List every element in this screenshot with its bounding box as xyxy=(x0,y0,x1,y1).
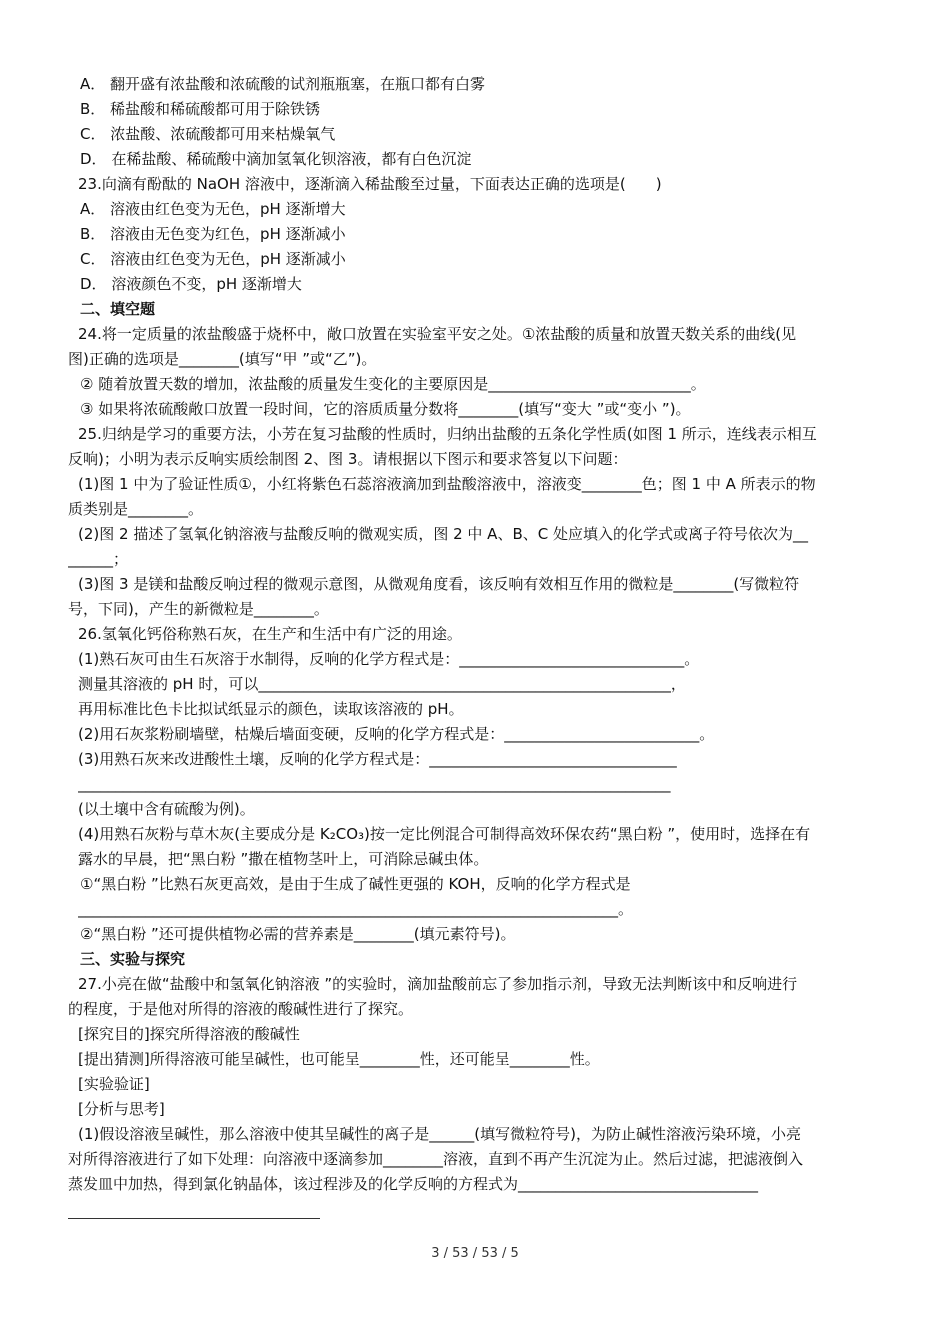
q26-part-4-sub-1-blank: ________________________________________________________________________。 xyxy=(78,900,634,918)
q26-part-3-note: (以土壤中含有硫酸为例)。 xyxy=(78,800,255,818)
q26-part-4-cont: 露水的早晨，把“黑白粉 ”撒在植物茎叶上，可消除忌碱虫体。 xyxy=(78,850,489,868)
q27-part-1: (1)假设溶液呈碱性，那么溶液中使其呈碱性的离子是______(填写微粒符号)，为防止碱性溶液污染环境，小亮 xyxy=(78,1125,801,1143)
q23-stem: 23.向滴有酚酞的 NaOH 溶液中，逐渐滴入稀盐酸至过量，下面表达正确的选项是( ) xyxy=(78,175,662,193)
q26-stem: 26.氢氧化钙俗称熟石灰，在生产和生活中有广泛的用途。 xyxy=(78,625,462,643)
q27-stem: 27.小亮在做“盐酸中和氢氧化钠溶液 ”的实验时，滴加盐酸前忘了参加指示剂，导致无法判断该中和反响进行 xyxy=(78,975,798,993)
q25-part-3: (3)图 3 是镁和盐酸反响过程的微观示意图，从微观角度看，该反响有效相互作用的微粒是________(写微粒符 xyxy=(78,575,800,593)
q25-stem-cont: 反响)；小明为表示反响实质绘制图 2、图 3。请根据以下图示和要求答复以下问题： xyxy=(68,450,628,468)
q26-part-1: (1)熟石灰可由生石灰溶于水制得，反响的化学方程式是：______________________________。 xyxy=(78,650,700,668)
q27-part-1-cont: 对所得溶液进行了如下处理：向溶液中逐滴参加________溶液，直到不再产生沉淀为止。然后过滤，把滤液倒入 xyxy=(68,1150,804,1168)
q24-part-2: ② 随着放置天数的增加，浓盐酸的质量发生变化的主要原因是___________________________。 xyxy=(80,375,706,393)
q25-part-3-cont: 号，下同)，产生的新微粒是________。 xyxy=(68,600,329,618)
q22-option-b: B． 稀盐酸和稀硫酸都可用于除铁锈 xyxy=(80,100,321,118)
q26-part-4-sub-1: ①“黑白粉 ”比熟石灰更高效，是由于生成了碱性更强的 KOH，反响的化学方程式是 xyxy=(80,875,631,893)
q23-option-b: B． 溶液由无色变为红色，pH 逐渐减小 xyxy=(80,225,346,243)
q22-option-d: D． 在稀盐酸、稀硫酸中滴加氢氧化钡溶液，都有白色沉淀 xyxy=(80,150,472,168)
q25-part-1: (1)图 1 中为了验证性质①，小红将紫色石蕊溶液滴加到盐酸溶液中，溶液变________色；图 1 中 A 所表示的物 xyxy=(78,475,816,493)
q26-part-2: (2)用石灰浆粉刷墙壁，枯燥后墙面变硬，反响的化学方程式是：__________________________。 xyxy=(78,725,715,743)
q27-verification: [实验验证] xyxy=(78,1075,150,1093)
page-number: 3 / 53 / 53 / 5 xyxy=(431,1246,519,1261)
q26-part-4-sub-2: ②“黑白粉 ”还可提供植物必需的营养素是________(填元素符号)。 xyxy=(80,925,516,943)
q22-option-a: A． 翻开盛有浓盐酸和浓硫酸的试剂瓶瓶塞，在瓶口都有白雾 xyxy=(80,75,486,93)
q26-part-4: (4)用熟石灰粉与草木灰(主要成分是 K₂CO₃)按一定比例混合可制得高效环保农药“黑白粉 ”，使用时，选择在有 xyxy=(78,825,811,843)
q26-part-3: (3)用熟石灰来改进酸性土壤，反响的化学方程式是：_________________________________ xyxy=(78,750,677,768)
q27-hypothesis: [提出猜测]所得溶液可能呈碱性，也可能呈________性，还可能呈________性。 xyxy=(78,1050,600,1068)
q23-option-d: D． 溶液颜色不变，pH 逐渐增大 xyxy=(80,275,302,293)
q26-part-3-blank: _______________________________________________________________________________ xyxy=(78,775,671,793)
q24-stem-cont: 图)正确的选项是________(填写“甲 ”或“乙”)。 xyxy=(68,350,377,368)
q27-part-1-cont-2: 蒸发皿中加热，得到氯化钠晶体，该过程涉及的化学反响的方程式为________________________________ xyxy=(68,1175,759,1193)
q25-part-2: (2)图 2 描述了氢氧化钠溶液与盐酸反响的微观实质，图 2 中 A、B、C 处应填入的化学式或离子符号依次为__ xyxy=(78,525,808,543)
footnote-rule xyxy=(68,1218,320,1219)
q26-part-1-cont: 再用标准比色卡比拟试纸显示的颜色，读取该溶液的 pH。 xyxy=(78,700,464,718)
q24-part-3: ③ 如果将浓硫酸敞口放置一段时间，它的溶质质量分数将________(填写“变大 ”或“变小 ”)。 xyxy=(80,400,691,418)
q24-stem: 24.将一定质量的浓盐酸盛于烧杯中，敞口放置在实验室平安之处。①浓盐酸的质量和放置天数关系的曲线(见 xyxy=(78,325,797,343)
q27-stem-cont: 的程度，于是他对所得的溶液的酸碱性进行了探究。 xyxy=(68,1000,414,1018)
section-heading-fill-in: 二、填空题 xyxy=(80,300,156,318)
q25-stem: 25.归纳是学习的重要方法，小芳在复习盐酸的性质时，归纳出盐酸的五条化学性质(如图 1 所示，连线表示相互 xyxy=(78,425,817,443)
q25-part-1-cont: 质类别是________。 xyxy=(68,500,204,518)
q23-option-c: C． 溶液由红色变为无色，pH 逐渐减小 xyxy=(80,250,346,268)
section-heading-experiment: 三、实验与探究 xyxy=(80,950,186,968)
q27-purpose: [探究目的]探究所得溶液的酸碱性 xyxy=(78,1025,300,1043)
q25-part-2-cont: ______； xyxy=(68,550,129,568)
q26-part-1-ph: 测量其溶液的 pH 时，可以_______________________________________________________， xyxy=(78,675,686,693)
q27-analysis: [分析与思考] xyxy=(78,1100,165,1118)
q22-option-c: C． 浓盐酸、浓硫酸都可用来枯燥氧气 xyxy=(80,125,336,143)
q23-option-a: A． 溶液由红色变为无色，pH 逐渐增大 xyxy=(80,200,346,218)
